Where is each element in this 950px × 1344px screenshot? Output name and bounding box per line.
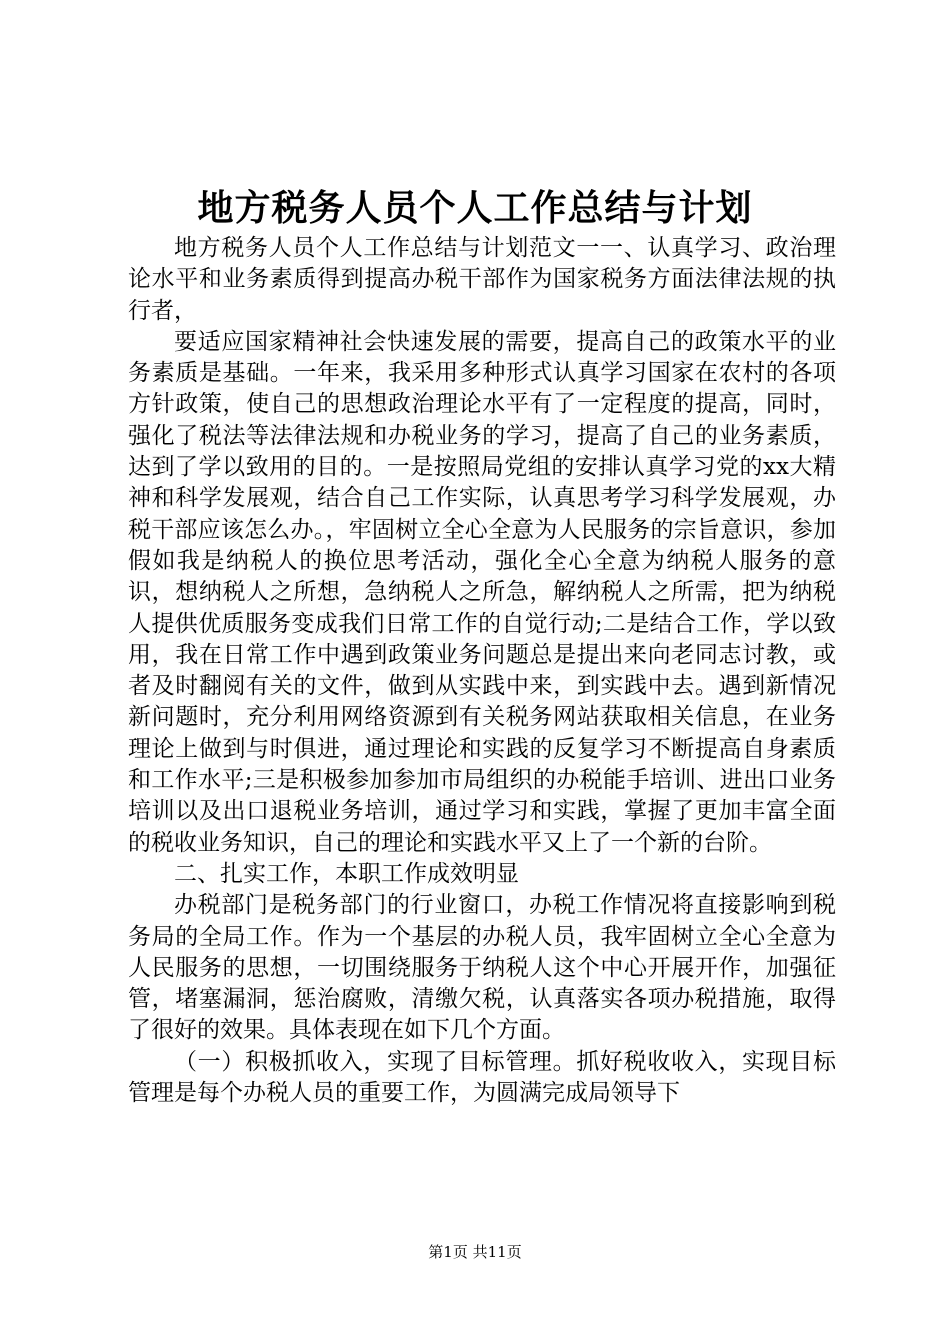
paragraph-revenue: （一）积极抓收入，实现了目标管理。抓好税收收入，实现目标管理是每个办税人员的重要工作，为圆满完成局领导下 (128, 1048, 836, 1107)
paragraph-intro: 地方税务人员个人工作总结与计划范文一一、认真学习、政治理论水平和业务素质得到提高办税干部作为国家税务方面法律法规的执行者， (128, 235, 836, 324)
paragraph-study: 要适应国家精神社会快速发展的需要，提高自己的政策水平的业务素质是基础。一年来，我采用多种形式认真学习国家在农村的各项方针政策，使自己的思想政治理论水平有了一定程度的提高，同时，强化了税法等法律法规和办税业务的学习，提高了自己的业务素质，达到了学以致用的目的。一是按照局党组的安排认真学习党的xx大精神和科学发展观，结合自己工作实际，认真思考学习科学发展观，办税干部应该怎么办。，牢固树立全心全意为人民服务的宗旨意识，参加假如我是纳税人的换位思考活动，强化全心全意为纳税人服务的意识，想纳税人之所想，急纳税人之所急，解纳税人之所需，把为纳税人提供优质服务变成我们日常工作的自觉行动;二是结合工作，学以致用，我在日常工作中遇到政策业务问题总是提出来向老同志讨教，或者及时翻阅有关的文件，做到从实践中来，到实践中去。遇到新情况新问题时，充分利用网络资源到有关税务网站获取相关信息，在业务理论上做到与时俱进，通过理论和实践的反复学习不断提高自身素质和工作水平;三是积极参加参加市局组织的办税能手培训、进出口业务培训以及出口退税业务培训，通过学习和实践，掌握了更加丰富全面的税收业务知识，自己的理论和实践水平又上了一个新的台阶。 (128, 328, 836, 856)
document-title: 地方税务人员个人工作总结与计划 (197, 187, 753, 229)
section-heading-work: 二、扎实工作，本职工作成效明显 (174, 860, 519, 887)
paragraph-work: 办税部门是税务部门的行业窗口，办税工作情况将直接影响到税务局的全局工作。作为一个基层的办税人员，我牢固树立全心全意为人民服务的思想，一切围绕服务于纳税人这个中心开展开作，加强征管，堵塞漏洞，惩治腐败，清缴欠税，认真落实各项办税措施，取得了很好的效果。具体表现在如下几个方面。 (128, 892, 836, 1044)
document-body (128, 233, 836, 1109)
page-number-footer: 第1页 共11页 (428, 1243, 522, 1261)
